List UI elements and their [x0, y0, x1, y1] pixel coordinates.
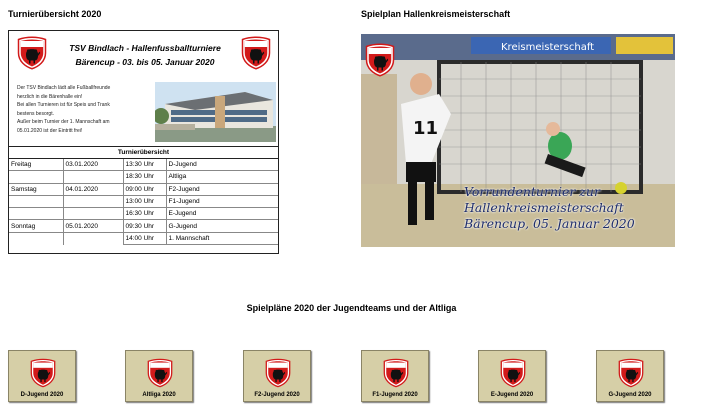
- tile-altliga[interactable]: [125, 350, 193, 402]
- tsv-crest-icon: [265, 358, 291, 388]
- row-team: E-Jugend: [166, 208, 278, 220]
- row-day: [9, 195, 63, 207]
- tile-label: Altliga 2020: [142, 392, 176, 398]
- tile-d-jugend[interactable]: [8, 350, 76, 402]
- clubhouse-photo: [155, 82, 276, 142]
- intro-line: 05.01.2020 ist der Eintritt frei!: [17, 127, 83, 134]
- tile-g-jugend[interactable]: [596, 350, 664, 402]
- schedule-table: [9, 146, 278, 245]
- row-team: 1. Mannschaft: [166, 232, 278, 244]
- tile-label: E-Jugend 2020: [490, 392, 534, 398]
- row-date: [63, 232, 123, 244]
- sheet-title-line2: Bärencup - 03. bis 05. Januar 2020: [75, 57, 215, 67]
- row-date: 05.01.2020: [63, 220, 123, 232]
- tile-e-jugend[interactable]: [478, 350, 546, 402]
- photo-caption: [464, 184, 674, 232]
- sheet-header: [9, 31, 278, 77]
- tsv-crest-icon: [618, 358, 644, 388]
- row-team: F1-Jugend: [166, 195, 278, 207]
- caption-line1: Vorrundenturnier zur: [464, 184, 600, 199]
- tile-label: G-Jugend 2020: [608, 392, 652, 398]
- tsv-crest-photo-logo: [365, 43, 395, 77]
- tile-label: F2-Jugend 2020: [254, 392, 300, 398]
- table-row: [9, 232, 278, 244]
- row-day: [9, 171, 63, 183]
- row-date: 04.01.2020: [63, 183, 123, 195]
- table-row: [9, 220, 278, 232]
- row-day: Samstag: [9, 183, 63, 195]
- tournament-overview-sheet[interactable]: [8, 30, 279, 254]
- tsv-crest-right-logo: [241, 36, 271, 70]
- row-date: 03.01.2020: [63, 159, 123, 171]
- row-time: 14:00 Uhr: [123, 232, 166, 244]
- tile-label: D-Jugend 2020: [20, 392, 64, 398]
- row-time: 13:00 Uhr: [123, 195, 166, 207]
- youth-schedules-heading: Spielpläne 2020 der Jugendteams und der Altliga: [246, 303, 457, 313]
- sheet-title: [61, 41, 229, 69]
- overview-heading: Turnierübersicht 2020: [8, 9, 102, 19]
- row-time: 13:30 Uhr: [123, 159, 166, 171]
- table-row: [9, 183, 278, 195]
- banner-text: Kreismeisterschaft: [501, 42, 595, 53]
- row-time: 16:30 Uhr: [123, 208, 166, 220]
- caption-line2: Hallenkreismeisterschaft: [464, 200, 624, 215]
- intro-line: bestens besorgt.: [17, 110, 54, 117]
- tsv-crest-icon: [383, 358, 409, 388]
- schedule-heading: Spielplan Hallenkreismeisterschaft: [361, 9, 511, 19]
- row-day: Freitag: [9, 159, 63, 171]
- row-time: 09:00 Uhr: [123, 183, 166, 195]
- tsv-crest-icon: [147, 358, 173, 388]
- hallenkreismeisterschaft-photo[interactable]: [361, 34, 675, 247]
- tsv-crest-icon: [30, 358, 56, 388]
- intro-line: herzlich in die Bärenhalle ein!: [17, 93, 83, 100]
- jersey-number: 11: [413, 118, 439, 139]
- row-date: [63, 208, 123, 220]
- row-day: [9, 208, 63, 220]
- intro-text: [17, 84, 155, 135]
- table-row: [9, 171, 278, 183]
- row-team: Altliga: [166, 171, 278, 183]
- tile-label: F1-Jugend 2020: [372, 392, 418, 398]
- intro-line: Außer beim Turnier der 1. Mannschaft am: [17, 119, 110, 125]
- intro-line: Der TSV Bindlach lädt alle Fußballfreunde: [17, 85, 111, 91]
- caption-line3: Bärencup, 05. Januar 2020: [464, 216, 635, 231]
- row-team: D-Jugend: [166, 159, 278, 171]
- schedule-table-title: Turnierübersicht: [9, 147, 278, 159]
- intro-line: Bei allen Turnieren ist für Speis und Trank: [17, 102, 110, 108]
- tile-f1-jugend[interactable]: [361, 350, 429, 402]
- table-row: [9, 159, 278, 171]
- row-day: [9, 232, 63, 244]
- row-date: [63, 171, 123, 183]
- row-day: Sonntag: [9, 220, 63, 232]
- row-time: 09:30 Uhr: [123, 220, 166, 232]
- tsv-crest-icon: [500, 358, 526, 388]
- tile-f2-jugend[interactable]: [243, 350, 311, 402]
- table-row: [9, 195, 278, 207]
- table-row: [9, 208, 278, 220]
- row-team: F2-Jugend: [166, 183, 278, 195]
- tsv-crest-left-logo: [17, 36, 47, 70]
- row-time: 18:30 Uhr: [123, 171, 166, 183]
- row-date: [63, 195, 123, 207]
- sheet-title-line1: TSV Bindlach - Hallenfussballturniere: [69, 43, 221, 53]
- row-team: G-Jugend: [166, 220, 278, 232]
